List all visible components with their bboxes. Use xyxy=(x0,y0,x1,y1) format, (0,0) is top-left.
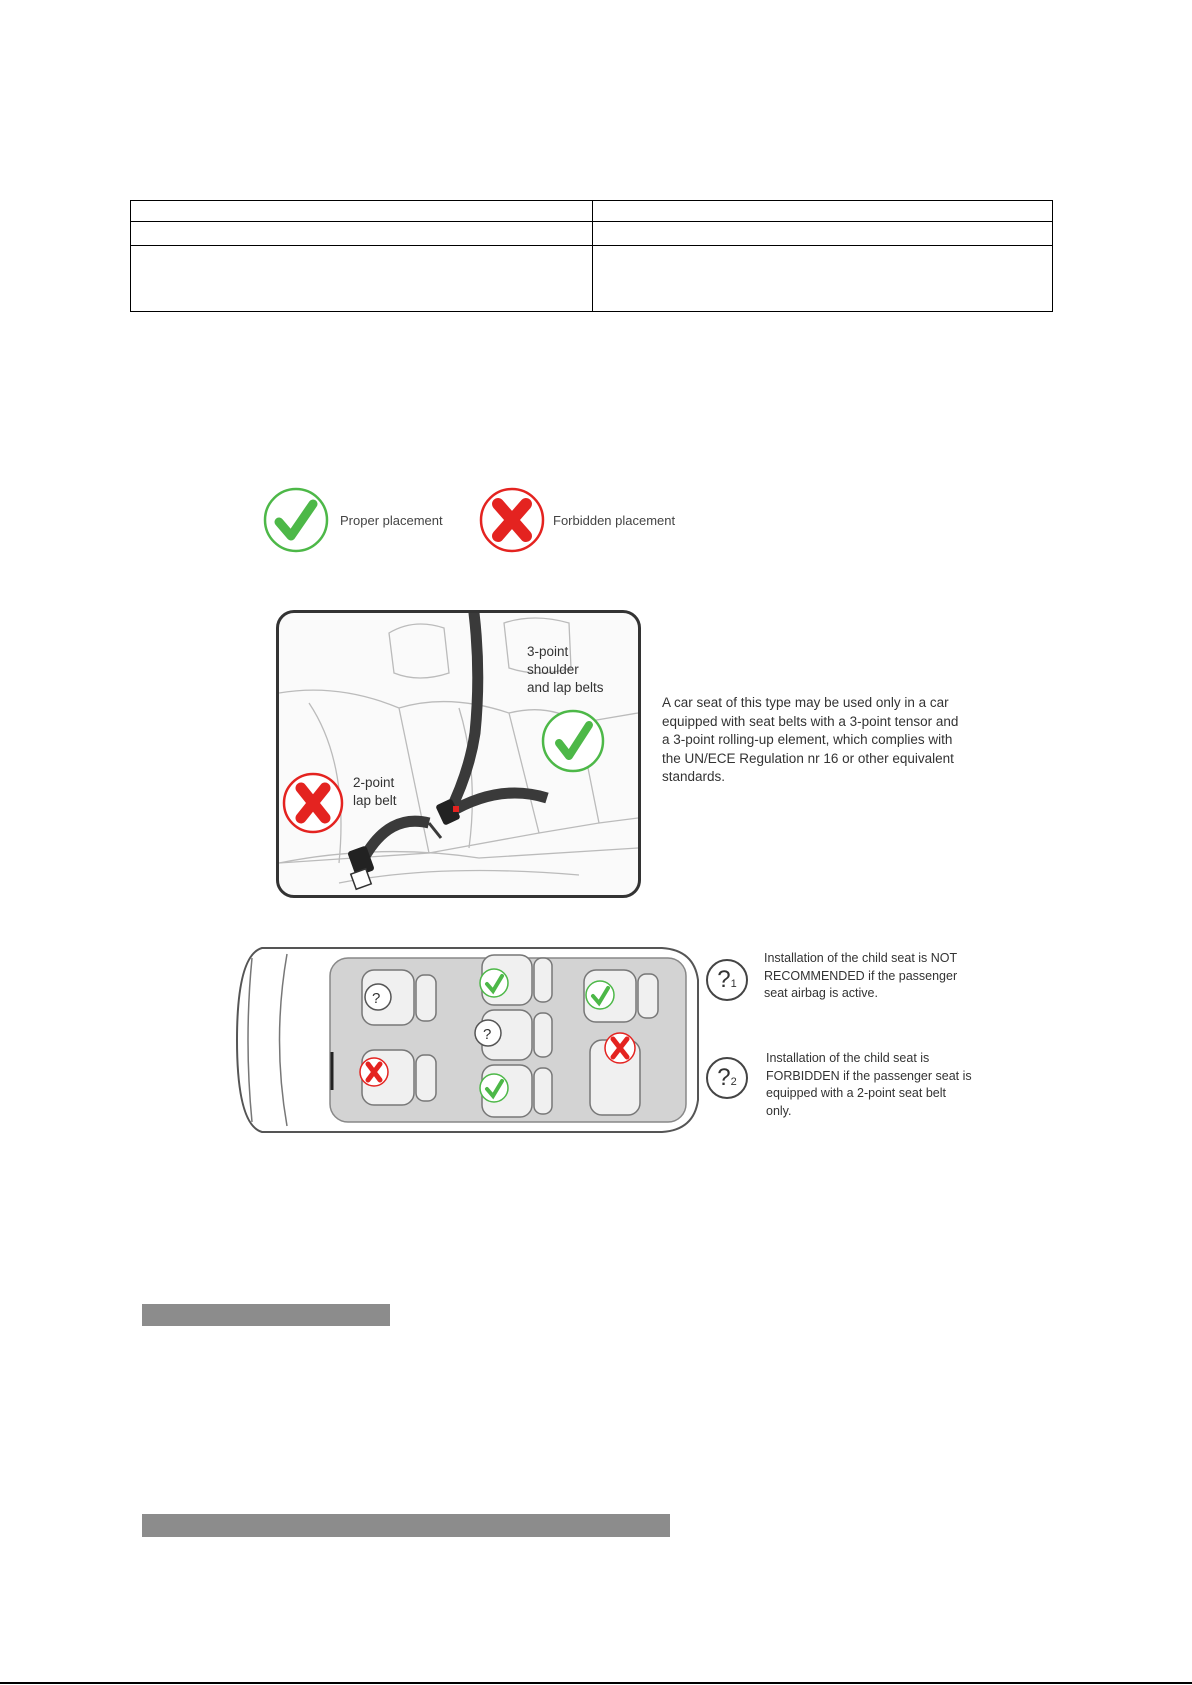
table-cell xyxy=(593,222,1053,246)
forbidden-x-icon xyxy=(478,486,546,554)
note-line: FORBIDDEN if the passenger seat is xyxy=(766,1068,972,1083)
note-2-text xyxy=(766,1050,972,1120)
description-line: equipped with seat belts with a 3-point tensor and xyxy=(662,713,959,729)
legend-proper-label: Proper placement xyxy=(340,513,443,528)
empty-table xyxy=(130,200,1053,312)
label-line: lap belt xyxy=(353,793,397,808)
label-line: shoulder xyxy=(527,662,579,677)
description-line: a 3-point rolling-up element, which complies with xyxy=(662,732,953,747)
note-line: seat airbag is active. xyxy=(764,986,878,1000)
note-line: Installation of the child seat is NOT xyxy=(764,951,958,965)
van-seat-diagram xyxy=(232,940,702,1140)
grey-heading-bar xyxy=(142,1304,390,1326)
note-line: RECOMMENDED if the passenger xyxy=(764,968,958,983)
table-cell xyxy=(131,246,593,312)
description-line: A car seat of this type may be used only in a car xyxy=(662,695,949,710)
table-cell xyxy=(593,246,1053,312)
question-subscript: 2 xyxy=(730,1076,737,1088)
grey-heading-bar xyxy=(142,1514,670,1537)
belt-description xyxy=(662,694,958,787)
svg-text:?: ? xyxy=(372,990,381,1007)
question-glyph: ? xyxy=(717,1064,731,1091)
three-point-label xyxy=(527,643,604,697)
legend-forbidden-label: Forbidden placement xyxy=(553,513,676,528)
description-line: standards. xyxy=(662,769,726,784)
table-cell xyxy=(131,201,593,222)
question-glyph: ? xyxy=(717,966,731,993)
question-2-icon xyxy=(706,1057,748,1099)
question-subscript: 1 xyxy=(730,978,737,990)
table-cell xyxy=(131,222,593,246)
seat-belt-illustration xyxy=(276,610,641,898)
label-line: and lap belts xyxy=(527,680,604,695)
note-line: Installation of the child seat is xyxy=(766,1051,930,1065)
label-line: 3-point xyxy=(527,644,569,659)
table-cell xyxy=(593,201,1053,222)
label-line: 2-point xyxy=(353,775,395,790)
proper-check-icon xyxy=(262,486,330,554)
description-line: the UN/ECE Regulation nr 16 or other equivalent xyxy=(662,750,954,766)
question-1-icon xyxy=(706,959,748,1001)
note-line: only. xyxy=(766,1103,792,1118)
svg-text:?: ? xyxy=(483,1026,492,1043)
bottom-rule xyxy=(0,1682,1192,1684)
two-point-label xyxy=(353,774,397,810)
note-1-text xyxy=(764,950,957,1003)
note-line: equipped with a 2-point seat belt xyxy=(766,1086,946,1100)
